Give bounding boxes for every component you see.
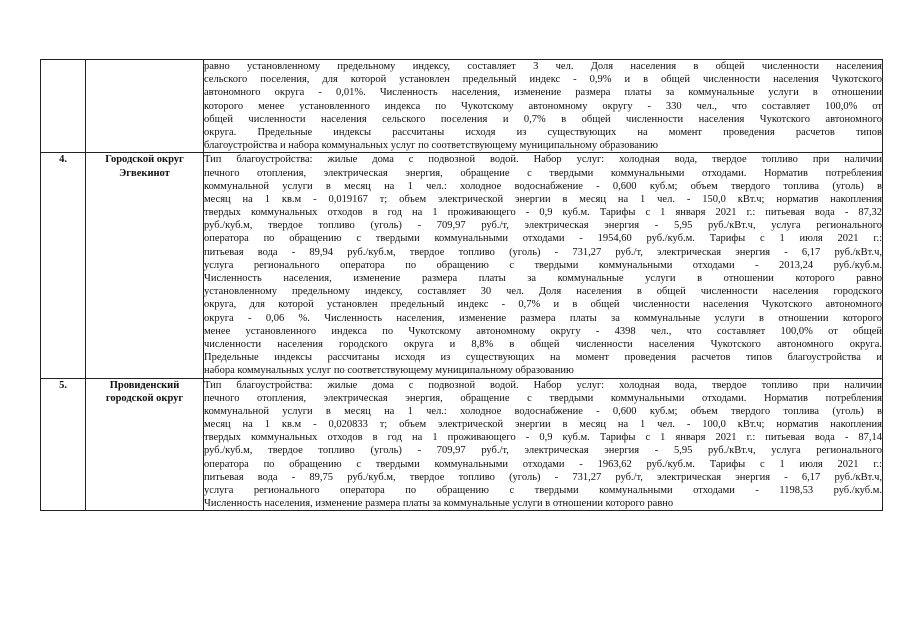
row-number-cell: [41, 60, 86, 153]
description-line: питьевая вода - 89,75 руб./куб.м, твердое топливо (уголь) - 731,27 руб./т, электрическая энергия - 6,17 руб./кВт.ч,: [204, 471, 882, 483]
description-line: руб./куб.м, твердое топливо (уголь) - 709,97 руб./т, электрическая энергия - 5,95 руб./кВт.ч, услуга регионального: [204, 220, 882, 232]
description-line: твердых коммунальных отходов в год на 1 проживающего - 0,9 куб.м. Тарифы с 1 января 2021 г.: питьевая вода - 87,32: [204, 207, 882, 219]
description-line: оператора по обращению с твердыми коммунальными отходами - 1954,60 руб./куб.м. Тарифы с 1 июля 2021 г.:: [204, 233, 882, 245]
table-row: [41, 60, 883, 153]
table-row: [41, 153, 883, 378]
municipality-name-cell: Провиденский городской округ: [86, 378, 204, 511]
description-line: твердых коммунальных отходов в год на 1 проживающего - 0,9 куб.м. Тарифы с 1 января 2021 г.: питьевая вода - 87,14: [204, 432, 882, 444]
row-number-cell: 4.: [41, 153, 86, 378]
description-line: услуга регионального оператора по обращению с твердыми коммунальными отходами - 2013,24 руб./куб.м.: [204, 259, 882, 271]
description-line: месяц на 1 кв.м - 0,019167 т; объем электрической энергии в месяц на 1 чел. - 150,0 кВт.ч; норматив накопления: [204, 193, 882, 205]
description-cell: [204, 378, 883, 511]
description-line: округа. Предельные индексы рассчитаны исходя из существующих на момент проведения расчетов типов: [204, 126, 882, 138]
description-line: коммунальной услуги в месяц на 1 чел.: холодное водоснабжение - 0,600 куб.м; объем твердого топлива (уголь) в: [204, 180, 882, 192]
description-line: благоустройства и набора коммунальных услуг по соответствующему муниципальному образованию: [204, 140, 659, 152]
description-line: равно установленному предельному индексу, составляет 3 чел. Доля населения в общей численности населения: [204, 61, 882, 72]
description-line: оператора по обращению с твердыми коммунальными отходами - 1963,62 руб./куб.м. Тарифы с 1 июля 2021 г.:: [204, 458, 882, 470]
description-line: печного отопления, электрическая энергия, обращение с твердыми коммунальными отходами. Норматив потребления: [204, 392, 882, 404]
description-line: Численность населения, изменение размера платы за коммунальные услуги в отношении которого равно: [204, 498, 674, 510]
description-line: округа, для которой установлен предельный индекс - 0,7% и в общей численности населения Чукотского автономного: [204, 299, 882, 311]
description-line: Тип благоустройства: жилые дома с подвозной водой. Набор услуг: холодная вода, твердое топливо при наличии: [204, 379, 882, 391]
row-number-cell: 5.: [41, 378, 86, 511]
description-line: численности населения городского округа и 8,8% в общей численности населения Чукотского автономного округа.: [204, 338, 882, 350]
description-line: Численность населения, изменение размера платы за коммунальные услуги в отношении которого равно: [204, 273, 882, 284]
description-line: установленному предельному индексу, составляет 30 чел. Доля населения в общей численности населения городского: [204, 286, 882, 298]
description-cell: [204, 60, 883, 153]
description-line: набора коммунальных услуг по соответствующему муниципальному образованию: [204, 365, 574, 377]
table-row: [41, 378, 883, 511]
description-line: сельского поселения, для которой установлен предельный индекс - 0,9% и в общей численности населения Чукотского: [204, 74, 882, 86]
description-line: менее установленного индекса по Чукотскому автономному округу - 4398 чел., что составляет 100,0% от общей: [204, 325, 882, 337]
description-cell: [204, 153, 883, 378]
description-line: услуга регионального оператора по обращению с твердыми коммунальными отходами - 1198,53 руб./куб.м.: [204, 485, 882, 496]
description-line: питьевая вода - 89,94 руб./куб.м, твердое топливо (уголь) - 731,27 руб./т, электрическая энергия - 6,17 руб./кВт.ч,: [204, 246, 882, 258]
description-line: автономного округа - 0,01%. Численность населения, изменение размера платы за коммунальные услуги в отношении: [204, 87, 882, 99]
description-line: которого менее установленного индекса по Чукотскому автономному округу - 330 чел., что составляет 100,0% от: [204, 100, 882, 112]
description-line: печного отопления, электрическая энергия, обращение с твердыми коммунальными отходами. Норматив потребления: [204, 167, 882, 179]
description-line: Предельные индексы рассчитаны исходя из существующих на момент проведения расчетов типов благоустройства и: [204, 352, 882, 364]
description-line: округа - 0,06 %. Численность населения, изменение размера платы за коммунальные услуги в отношении которого: [204, 312, 882, 324]
description-line: руб./куб.м, твердое топливо (уголь) - 709,97 руб./т, электрическая энергия - 5,95 руб./кВт.ч, услуга регионального: [204, 445, 882, 457]
description-line: общей численности населения сельского поселения и 0,7% в общей численности населения Чукотского автономного: [204, 113, 882, 125]
description-line: Тип благоустройства: жилые дома с подвозной водой. Набор услуг: холодная вода, твердое топливо при наличии: [204, 154, 882, 166]
municipality-name-cell: [86, 60, 204, 153]
description-line: коммунальной услуги в месяц на 1 чел.: холодное водоснабжение - 0,600 куб.м; объем твердого топлива (уголь) в: [204, 405, 882, 417]
municipality-name-cell: Городской округ Эгвекинот: [86, 153, 204, 378]
tariff-table: [40, 59, 883, 511]
description-line: месяц на 1 кв.м - 0,020833 т; объем электрической энергии в месяц на 1 чел. - 100,0 кВт.ч; норматив накопления: [204, 419, 882, 431]
